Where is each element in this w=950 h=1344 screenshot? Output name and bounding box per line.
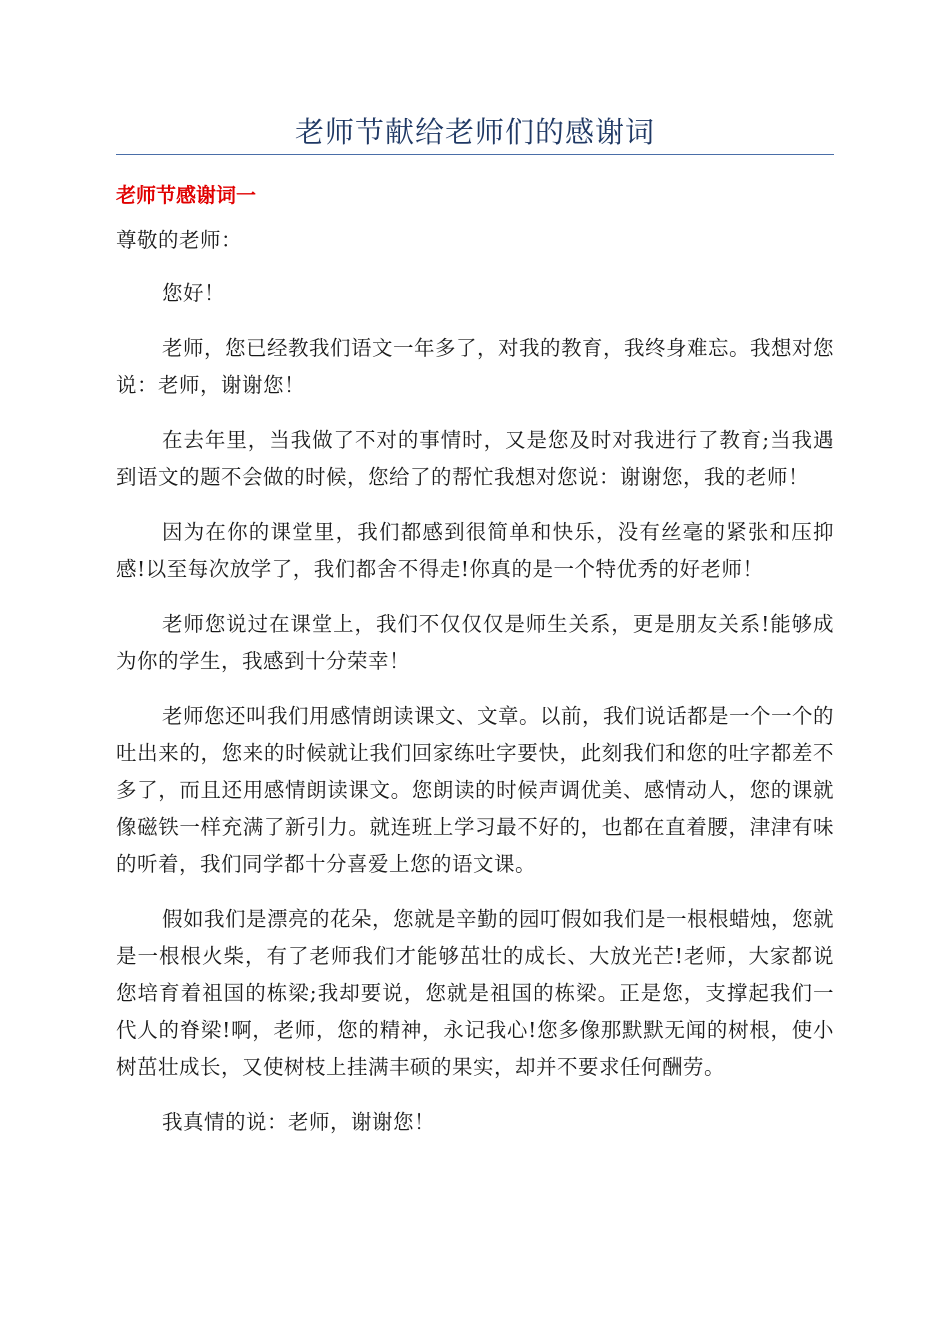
paragraph: 老师您说过在课堂上，我们不仅仅仅是师生关系，更是朋友关系!能够成为你的学生，我感到十分荣幸！ xyxy=(116,612,834,673)
paragraph: 您好！ xyxy=(162,281,225,305)
paragraph: 老师您还叫我们用感情朗读课文、文章。以前，我们说话都是一个一个的吐出来的，您来的时候就让我们回家练吐字要快，此刻我们和您的吐字都差不多了，而且还用感情朗读课文。您朗读的时候声调优美、感情动人，您的课就像磁铁一样充满了新引力。就连班上学习最不好的，也都在直着腰，津津有味的听着，我们同学都十分喜爱上您的语文课。 xyxy=(116,704,834,876)
paragraph: 假如我们是漂亮的花朵，您就是辛勤的园叮假如我们是一根根蜡烛，您就是一根根火柴，有了老师我们才能够茁壮的成长、大放光芒!老师，大家都说您培育着祖国的栋梁;我却要说，您就是祖国的栋梁。正是您，支撑起我们一代人的脊梁!啊，老师，您的精神，永记我心!您多像那默默无闻的树根，使小树茁壮成长，又使树枝上挂满丰硕的果实，却并不要求任何酬劳。 xyxy=(116,907,834,1079)
closing-paragraph: 我真情的说：老师，谢谢您！ xyxy=(162,1110,435,1134)
section-heading: 老师节感谢词一 xyxy=(116,183,256,207)
paragraph: 因为在你的课堂里，我们都感到很简单和快乐，没有丝毫的紧张和压抑感!以至每次放学了，我们都舍不得走!你真的是一个特优秀的好老师！ xyxy=(116,520,834,581)
paragraph: 在去年里，当我做了不对的事情时，又是您及时对我进行了教育;当我遇到语文的题不会做的时候，您给了的帮忙我想对您说：谢谢您，我的老师！ xyxy=(116,428,834,489)
salutation: 尊敬的老师： xyxy=(116,228,242,252)
document-body xyxy=(116,222,834,1159)
document-title: 老师节献给老师们的感谢词 xyxy=(294,115,655,149)
title-underline xyxy=(116,154,834,155)
paragraph: 老师，您已经教我们语文一年多了，对我的教育，我终身难忘。我想对您说：老师，谢谢您！ xyxy=(116,336,834,397)
